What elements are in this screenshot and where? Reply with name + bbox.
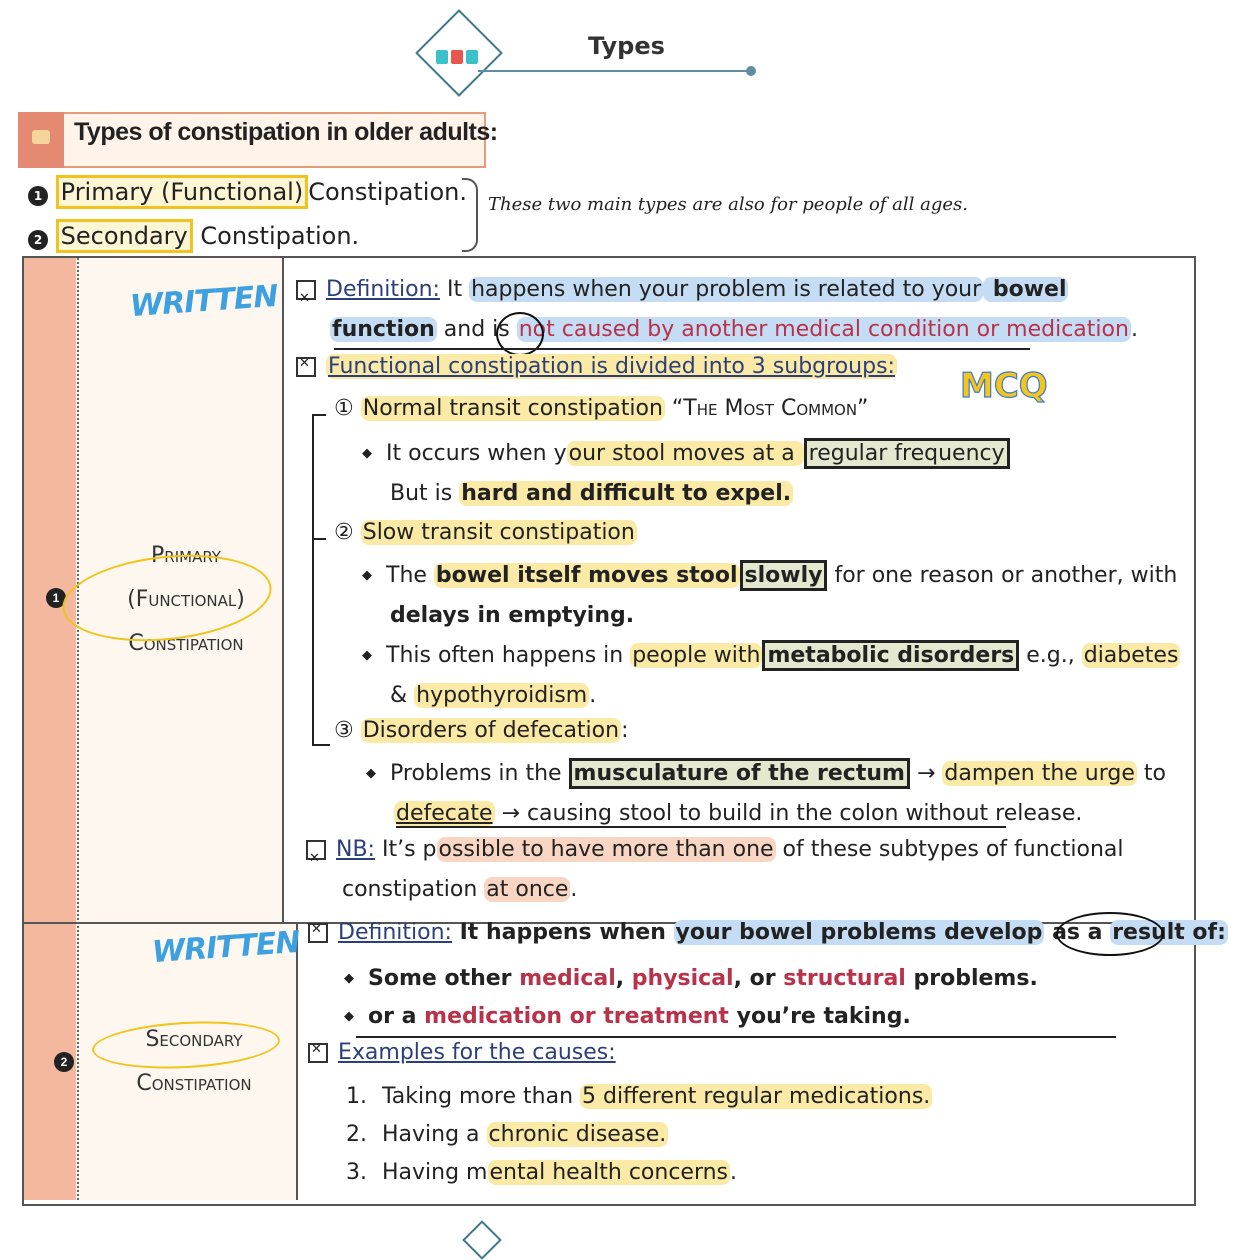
board-icon (32, 130, 50, 144)
intro-text: Constipation. (200, 222, 360, 250)
text: as a (1044, 920, 1111, 945)
list-item (346, 1078, 932, 1116)
boxed-term: musculature of the rectum (569, 758, 910, 789)
highlight: ental health concerns (489, 1160, 729, 1185)
highlight: defecate (396, 801, 493, 826)
footer-diamond-icon (462, 1220, 502, 1260)
ages-note: These two main types are also for people of all ages. (488, 194, 969, 215)
text: ◆ or a (344, 1004, 424, 1029)
text: It (446, 277, 470, 302)
highlight: not caused by another medical condition or medication (518, 317, 1129, 342)
highlight: people with (632, 643, 761, 668)
checkbox-x-icon (308, 923, 328, 943)
boxed-term: regular frequency (804, 438, 1010, 469)
text: to (1136, 761, 1166, 786)
text: and is (436, 317, 517, 342)
text: constipation (342, 877, 485, 902)
highlight: Disorders of defecation (362, 718, 620, 743)
highlight: hard and difficult to expel. (461, 481, 792, 506)
label-line: (Functional) (127, 587, 245, 612)
text: , (615, 966, 632, 991)
underline-annotation (356, 1036, 1116, 1038)
highlight: bowel itself moves stool (435, 563, 738, 588)
highlight-secondary: Secondary (56, 219, 193, 253)
text: . (730, 1160, 738, 1185)
highlight: chronic disease. (488, 1122, 667, 1147)
primary-definition (296, 270, 1176, 350)
label-line: Constipation (128, 631, 244, 656)
examples-title (308, 1040, 616, 1065)
list-item (346, 1116, 932, 1154)
subgroup-3-bullet (366, 754, 1166, 834)
page-title: Types (588, 32, 665, 60)
intro-text: Constipation. (308, 178, 467, 206)
text: : (621, 718, 629, 743)
number-badge: 1 (28, 186, 48, 206)
list-item (346, 1154, 932, 1192)
highlight: ossible to have more than one (438, 837, 774, 862)
text: ◆ Some other (344, 966, 519, 991)
red-term: structural (783, 966, 906, 991)
row-number-badge: 1 (46, 588, 66, 608)
highlight: at once (486, 877, 569, 902)
text: , or (733, 966, 784, 991)
highlight: happens when your problem is related to your (471, 277, 982, 302)
text: problems. (905, 966, 1038, 991)
text: Having a (382, 1122, 487, 1147)
text: . (589, 683, 597, 708)
text: e.g., (1019, 643, 1082, 668)
text: It happens when (451, 920, 674, 945)
item-number: 3. (346, 1160, 367, 1185)
label-line: Secondary (145, 1027, 243, 1052)
item-number: 2. (346, 1122, 367, 1147)
definition-label: Definition: (326, 277, 440, 302)
highlight: bowel (985, 277, 1067, 302)
highlight: result of: (1112, 920, 1226, 945)
underline-annotation (334, 348, 1030, 350)
nb-note (306, 830, 1123, 910)
label-line: Primary (151, 543, 221, 568)
highlight: your bowel problems develop (675, 920, 1043, 945)
bracket-arrow (312, 414, 326, 416)
subgroup-3-title (334, 718, 629, 743)
secondary-bullets (344, 960, 1038, 1036)
text: . (570, 877, 578, 902)
written-annotation: WRITTEN (128, 278, 279, 325)
text: Having m (382, 1160, 488, 1185)
number-badge: 2 (28, 230, 48, 250)
most-common-tag: “The Most Common” (671, 396, 869, 421)
text: of these subtypes of functional (775, 837, 1124, 862)
highlight: diabetes (1083, 643, 1179, 668)
bracket-line (312, 414, 314, 744)
checkbox-x-icon (306, 840, 326, 860)
definition-label: Definition: (338, 920, 452, 945)
text: But is (390, 481, 460, 506)
intro-item-2 (28, 222, 359, 250)
bracket-arrow (312, 538, 326, 540)
text: It’s p (374, 837, 437, 862)
text: you’re taking. (728, 1004, 911, 1029)
checkbox-x-icon (296, 357, 316, 377)
highlight: dampen the urge (944, 761, 1135, 786)
underline-annotation (396, 826, 1006, 828)
text: ◆ This often happens in (362, 643, 630, 668)
subgroups-title (296, 354, 897, 379)
highlight: function (332, 317, 435, 342)
red-term: physical (631, 966, 734, 991)
highlight: Normal transit constipation (362, 396, 663, 421)
brace (462, 178, 478, 252)
highlight: our stool moves at a (568, 441, 802, 466)
text: delays in emptying. (390, 603, 635, 628)
section-title: Types of constipation in older adults: (74, 118, 498, 146)
text: → causing stool to build in the colon without release. (494, 801, 1083, 826)
subgroup-number: ② (334, 520, 354, 545)
text: . (1130, 317, 1138, 342)
examples-list (346, 1078, 932, 1192)
boxed-term: metabolic disorders (762, 640, 1019, 671)
row-number-badge: 2 (54, 1052, 74, 1072)
black-circle-annotation (1056, 912, 1164, 956)
red-term: medication or treatment (424, 1004, 729, 1029)
highlight: Slow transit constipation (362, 520, 635, 545)
subgroup-2-title (334, 520, 637, 545)
column-divider (296, 922, 298, 1200)
highlight: hypothyroidism (416, 683, 588, 708)
highlight: 5 different regular medications. (582, 1084, 931, 1109)
checkbox-x-icon (296, 280, 316, 300)
written-annotation: WRITTEN (150, 924, 301, 971)
intro-item-1 (28, 178, 467, 206)
mcq-annotation: MCQ (960, 366, 1048, 406)
text: ◆ The (362, 563, 434, 588)
subgroup-1-bullet (362, 434, 1010, 514)
text: ◆ It occurs when y (362, 441, 567, 466)
item-number: 1. (346, 1084, 367, 1109)
text: ◆ Problems in the (366, 761, 569, 786)
text: for one reason or another, with (827, 563, 1178, 588)
arrow-text: → (909, 761, 943, 786)
boxed-term: slowly (740, 560, 828, 591)
text: Taking more than (382, 1084, 580, 1109)
subgroup-1-title (334, 396, 868, 421)
examples-heading: Examples for the causes: (338, 1040, 616, 1065)
subgroup-number: ③ (334, 718, 354, 743)
dotted-divider (77, 258, 79, 1200)
subgroup-number: ① (334, 396, 354, 421)
header-line (478, 70, 752, 72)
subgroup-2-bullets (362, 556, 1180, 716)
checkbox-x-icon (308, 1043, 328, 1063)
nb-label: NB: (336, 837, 375, 862)
label-line: Constipation (136, 1071, 252, 1096)
highlight-primary: Primary (Functional) (56, 175, 309, 209)
subgroups-heading: Functional constipation is divided into 3 subgroups: (328, 354, 895, 379)
hierarchy-icon (433, 50, 481, 70)
text: & (390, 683, 415, 708)
header-dot (746, 66, 756, 76)
bracket-arrow (312, 744, 330, 746)
red-term: medical (519, 966, 616, 991)
